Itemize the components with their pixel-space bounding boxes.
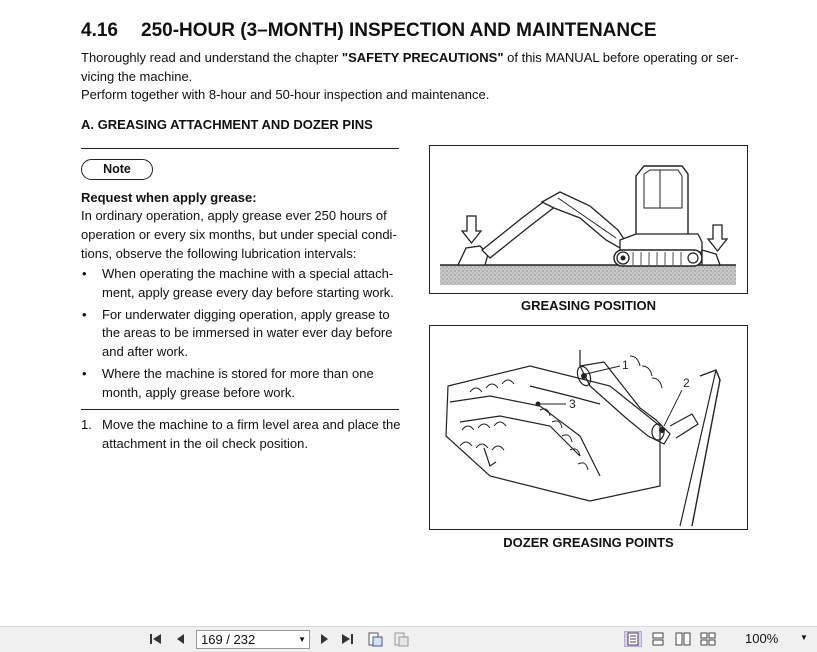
next-page-icon[interactable]: [317, 631, 333, 647]
bullet-text: For underwater digging operation, apply grease to the areas to be immersed in water ever day before and after work.: [102, 306, 393, 360]
step-item: [81, 416, 401, 454]
zoom-level[interactable]: 100%: [745, 631, 779, 646]
fit-width-icon[interactable]: [393, 631, 409, 647]
request-title: Request when apply grease:: [81, 190, 257, 205]
two-page-continuous-view-icon[interactable]: [700, 631, 716, 647]
ground: [440, 265, 736, 285]
intro-text-bold: "SAFETY PRECAUTIONS": [341, 50, 504, 65]
note-bottom-rule: [81, 409, 399, 410]
bullet-marker: •: [82, 266, 87, 281]
intro-text-pre: Thoroughly read and understand the chapter: [81, 50, 342, 65]
down-arrow-icon: [708, 225, 727, 251]
list-item: [81, 265, 401, 303]
greasing-position-figure: [429, 145, 748, 294]
figure-2-caption: DOZER GREASING POINTS: [503, 535, 674, 550]
bullet-text: When operating the machine with a special attach-ment, apply grease every day before starting work.: [102, 266, 394, 300]
grease-point: [659, 427, 665, 433]
continuous-view-icon[interactable]: [650, 631, 666, 647]
bullet-marker: •: [82, 306, 87, 322]
last-page-icon[interactable]: [340, 631, 356, 647]
boom: [542, 192, 626, 248]
subsection-title: A. GREASING ATTACHMENT AND DOZER PINS: [81, 117, 373, 132]
single-page-view-icon[interactable]: [624, 631, 642, 647]
dozer-blade: [702, 250, 720, 265]
blade: [692, 370, 720, 526]
pdf-viewer-toolbar: [0, 626, 817, 652]
section-title: 250-HOUR (3–MONTH) INSPECTION AND MAINTENANCE: [141, 20, 657, 41]
list-item: [81, 306, 401, 362]
figure-1-caption: GREASING POSITION: [520, 298, 657, 313]
section-number: 4.16: [81, 20, 118, 41]
section-heading: [81, 20, 657, 42]
request-body: In ordinary operation, apply grease ever 250 hours of operation or every six months, but under special condi-tions, observe the following lubrication intervals:: [81, 208, 397, 261]
dozer-greasing-figure: [429, 325, 748, 530]
previous-page-icon[interactable]: [172, 631, 188, 647]
note-top-rule: [81, 148, 399, 149]
intro-line-2: Perform together with 8-hour and 50-hour inspection and maintenance.: [81, 87, 490, 102]
callout-1: 1: [622, 358, 629, 372]
fit-page-icon[interactable]: [367, 631, 383, 647]
lubrication-bullets: [81, 265, 401, 406]
excavator-illustration: [430, 146, 746, 292]
down-arrow-icon: [462, 216, 481, 243]
intro-line-1: [81, 49, 761, 86]
two-page-view-icon[interactable]: [675, 631, 691, 647]
bullet-marker: •: [82, 365, 87, 381]
first-page-icon[interactable]: [148, 631, 164, 647]
page-number-field[interactable]: [196, 630, 310, 649]
chevron-down-icon[interactable]: ▼: [298, 635, 306, 644]
dozer-cylinder: [580, 362, 670, 444]
step-text: Move the machine to a firm level area and place the attachment in the oil check position.: [102, 417, 401, 451]
dozer-illustration: [430, 326, 746, 528]
callout-3: 3: [569, 397, 576, 411]
list-item: [81, 365, 401, 403]
chevron-down-icon[interactable]: ▼: [800, 633, 808, 642]
note-label: Note: [81, 159, 153, 180]
procedure-steps: [81, 416, 401, 454]
step-number: 1.: [81, 417, 92, 432]
arm: [482, 200, 556, 258]
callout-2: 2: [683, 376, 690, 390]
grease-point: [536, 402, 541, 407]
page-number-text: 169 / 232: [201, 632, 256, 647]
bullet-text: Where the machine is stored for more than one month, apply grease before work.: [102, 365, 374, 400]
intro-paragraph: [81, 49, 761, 105]
track-outline: [446, 366, 660, 501]
intro-text-post: of this MANUAL before operating or ser-vicing the machine.: [81, 50, 739, 84]
